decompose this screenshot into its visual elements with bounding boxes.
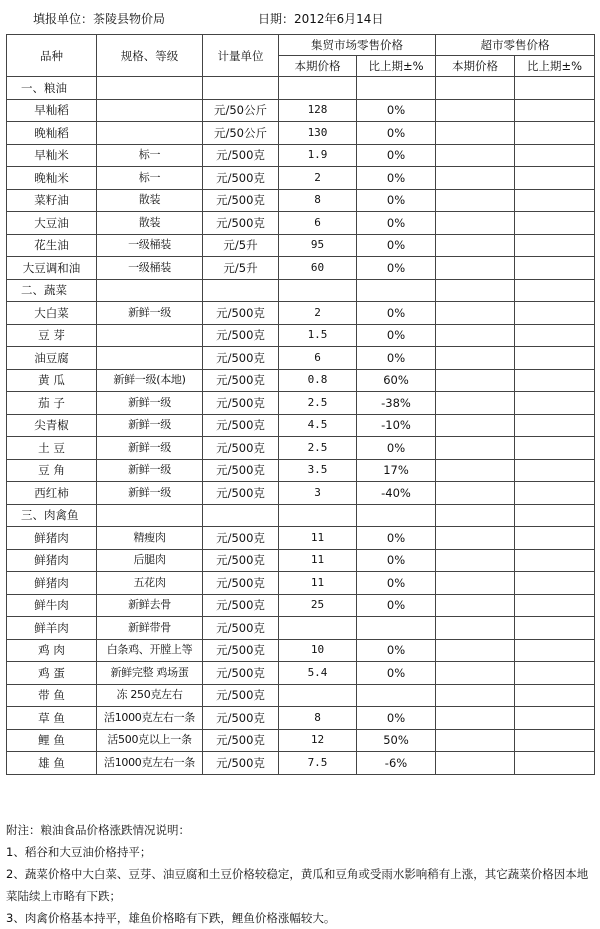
- unit-cell: 元/5升: [203, 234, 279, 257]
- supermarket-price-cell: [436, 639, 515, 662]
- market-price-cell: 8: [279, 707, 357, 730]
- market-change-cell: -40%: [357, 482, 436, 505]
- supermarket-price-cell: [436, 437, 515, 460]
- market-price-cell: 7.5: [279, 752, 357, 775]
- supermarket-change-cell: [515, 392, 595, 415]
- supermarket-price-cell: [436, 707, 515, 730]
- col-header-spec: 规格、等级: [97, 35, 203, 77]
- market-price-cell: [279, 617, 357, 640]
- supermarket-change-cell: [515, 707, 595, 730]
- notes-section: [6, 819, 594, 929]
- spec-cell: 新鲜一级: [97, 437, 203, 460]
- unit-cell: 元/5升: [203, 257, 279, 280]
- category-label: 二、蔬菜: [7, 279, 97, 302]
- unit-cell: 元/500克: [203, 662, 279, 685]
- market-price-cell: 1.5: [279, 324, 357, 347]
- supermarket-price-cell: [436, 684, 515, 707]
- spec-cell: 白条鸡、开膛上等: [97, 639, 203, 662]
- market-change-cell: [357, 617, 436, 640]
- supermarket-change-cell: [515, 684, 595, 707]
- market-change-cell: -10%: [357, 414, 436, 437]
- supermarket-price-cell: [436, 369, 515, 392]
- spec-cell: 活1000克左右一条: [97, 707, 203, 730]
- col-header-market-change: 比上期±%: [357, 56, 436, 77]
- unit-cell: 元/50公斤: [203, 99, 279, 122]
- spec-cell: 新鲜一级: [97, 302, 203, 325]
- variety-cell: 鲜牛肉: [7, 594, 97, 617]
- table-row: [7, 482, 595, 505]
- variety-cell: 豆 角: [7, 459, 97, 482]
- market-change-cell: 0%: [357, 662, 436, 685]
- market-change-cell: 0%: [357, 549, 436, 572]
- table-row: [7, 707, 595, 730]
- market-price-cell: 0.8: [279, 369, 357, 392]
- market-price-cell: 11: [279, 549, 357, 572]
- supermarket-price-cell: [436, 302, 515, 325]
- variety-cell: 鲜猪肉: [7, 549, 97, 572]
- spec-cell: 五花肉: [97, 572, 203, 595]
- empty-cell: [357, 279, 436, 302]
- table-row: [7, 167, 595, 190]
- spec-cell: 新鲜一级: [97, 414, 203, 437]
- supermarket-price-cell: [436, 662, 515, 685]
- variety-cell: 西红柿: [7, 482, 97, 505]
- variety-cell: 油豆腐: [7, 347, 97, 370]
- supermarket-change-cell: [515, 752, 595, 775]
- spec-cell: 新鲜一级: [97, 482, 203, 505]
- variety-cell: 鲤 鱼: [7, 729, 97, 752]
- empty-cell: [515, 279, 595, 302]
- table-row: [7, 684, 595, 707]
- market-change-cell: 0%: [357, 122, 436, 145]
- table-row: [7, 122, 595, 145]
- market-change-cell: 0%: [357, 167, 436, 190]
- market-price-cell: 5.4: [279, 662, 357, 685]
- supermarket-price-cell: [436, 729, 515, 752]
- market-price-cell: [279, 684, 357, 707]
- category-label: 一、粮油: [7, 77, 97, 100]
- unit-cell: 元/500克: [203, 684, 279, 707]
- category-label: 三、肉禽鱼: [7, 504, 97, 527]
- market-price-cell: 2: [279, 302, 357, 325]
- table-row: [7, 752, 595, 775]
- market-change-cell: 60%: [357, 369, 436, 392]
- market-price-cell: 1.9: [279, 144, 357, 167]
- market-change-cell: 0%: [357, 527, 436, 550]
- variety-cell: 鲜羊肉: [7, 617, 97, 640]
- unit-cell: 元/500克: [203, 572, 279, 595]
- supermarket-price-cell: [436, 189, 515, 212]
- spec-cell: 新鲜完整 鸡场蛋: [97, 662, 203, 685]
- unit-cell: 元/500克: [203, 414, 279, 437]
- unit-cell: 元/500克: [203, 167, 279, 190]
- market-price-cell: 12: [279, 729, 357, 752]
- supermarket-change-cell: [515, 144, 595, 167]
- market-change-cell: 0%: [357, 572, 436, 595]
- supermarket-price-cell: [436, 549, 515, 572]
- market-price-cell: 4.5: [279, 414, 357, 437]
- supermarket-price-cell: [436, 392, 515, 415]
- market-change-cell: -38%: [357, 392, 436, 415]
- market-price-cell: 3.5: [279, 459, 357, 482]
- empty-cell: [97, 279, 203, 302]
- variety-cell: 晚籼稻: [7, 122, 97, 145]
- spec-cell: 后腿肉: [97, 549, 203, 572]
- empty-cell: [203, 279, 279, 302]
- table-row: [7, 347, 595, 370]
- unit-cell: 元/500克: [203, 347, 279, 370]
- col-header-unit: 计量单位: [203, 35, 279, 77]
- market-change-cell: 0%: [357, 302, 436, 325]
- supermarket-change-cell: [515, 639, 595, 662]
- supermarket-change-cell: [515, 549, 595, 572]
- unit-cell: 元/500克: [203, 369, 279, 392]
- supermarket-price-cell: [436, 459, 515, 482]
- table-row: [7, 99, 595, 122]
- market-price-cell: 130: [279, 122, 357, 145]
- market-change-cell: 0%: [357, 189, 436, 212]
- spec-cell: 新鲜带骨: [97, 617, 203, 640]
- market-price-cell: 95: [279, 234, 357, 257]
- spec-cell: [97, 324, 203, 347]
- variety-cell: 豆 芽: [7, 324, 97, 347]
- spec-cell: 标一: [97, 167, 203, 190]
- empty-cell: [515, 504, 595, 527]
- supermarket-change-cell: [515, 482, 595, 505]
- spec-cell: 散装: [97, 189, 203, 212]
- spec-cell: 新鲜一级: [97, 392, 203, 415]
- market-change-cell: 0%: [357, 234, 436, 257]
- supermarket-change-cell: [515, 369, 595, 392]
- market-change-cell: 0%: [357, 144, 436, 167]
- market-change-cell: 0%: [357, 707, 436, 730]
- market-change-cell: 0%: [357, 437, 436, 460]
- spec-cell: 一级桶装: [97, 234, 203, 257]
- table-row: [7, 212, 595, 235]
- unit-cell: 元/500克: [203, 324, 279, 347]
- supermarket-price-cell: [436, 234, 515, 257]
- supermarket-price-cell: [436, 752, 515, 775]
- price-table: [6, 34, 595, 775]
- unit-cell: 元/500克: [203, 594, 279, 617]
- market-price-cell: 11: [279, 572, 357, 595]
- variety-cell: 带 鱼: [7, 684, 97, 707]
- empty-cell: [357, 77, 436, 100]
- market-price-cell: 6: [279, 212, 357, 235]
- spec-cell: [97, 99, 203, 122]
- supermarket-change-cell: [515, 662, 595, 685]
- market-price-cell: 2: [279, 167, 357, 190]
- report-date: 日期：2012年6月14日: [258, 12, 384, 26]
- supermarket-price-cell: [436, 572, 515, 595]
- market-price-cell: 6: [279, 347, 357, 370]
- supermarket-price-cell: [436, 617, 515, 640]
- table-row: [7, 572, 595, 595]
- market-change-cell: 0%: [357, 594, 436, 617]
- unit-cell: 元/500克: [203, 189, 279, 212]
- market-price-cell: 3: [279, 482, 357, 505]
- supermarket-price-cell: [436, 122, 515, 145]
- table-row: [7, 392, 595, 415]
- unit-cell: 元/500克: [203, 617, 279, 640]
- market-change-cell: 0%: [357, 212, 436, 235]
- reporting-unit: 填报单位：茶陵县物价局: [33, 12, 166, 26]
- variety-cell: 尖青椒: [7, 414, 97, 437]
- spec-cell: 新鲜一级: [97, 459, 203, 482]
- unit-cell: 元/500克: [203, 549, 279, 572]
- unit-cell: 元/500克: [203, 392, 279, 415]
- market-change-cell: [357, 684, 436, 707]
- note-item: 1、稻谷和大豆油价格持平；: [6, 845, 152, 859]
- empty-cell: [203, 504, 279, 527]
- supermarket-change-cell: [515, 617, 595, 640]
- market-change-cell: 0%: [357, 347, 436, 370]
- spec-cell: 新鲜一级(本地): [97, 369, 203, 392]
- market-price-cell: 2.5: [279, 437, 357, 460]
- empty-cell: [279, 279, 357, 302]
- empty-cell: [279, 77, 357, 100]
- market-price-cell: 60: [279, 257, 357, 280]
- supermarket-change-cell: [515, 594, 595, 617]
- empty-cell: [97, 77, 203, 100]
- unit-cell: 元/500克: [203, 144, 279, 167]
- spec-cell: 精瘦肉: [97, 527, 203, 550]
- empty-cell: [436, 77, 515, 100]
- col-header-market-price: 本期价格: [279, 56, 357, 77]
- variety-cell: 鸡 蛋: [7, 662, 97, 685]
- market-price-cell: 128: [279, 99, 357, 122]
- supermarket-price-cell: [436, 594, 515, 617]
- supermarket-price-cell: [436, 212, 515, 235]
- unit-cell: 元/500克: [203, 482, 279, 505]
- table-row: [7, 639, 595, 662]
- category-row: [7, 77, 595, 100]
- unit-cell: 元/500克: [203, 212, 279, 235]
- spec-cell: 一级桶装: [97, 257, 203, 280]
- supermarket-change-cell: [515, 527, 595, 550]
- market-change-cell: 17%: [357, 459, 436, 482]
- empty-cell: [515, 77, 595, 100]
- market-price-cell: 2.5: [279, 392, 357, 415]
- supermarket-price-cell: [436, 99, 515, 122]
- table-row: [7, 257, 595, 280]
- table-row: [7, 324, 595, 347]
- col-header-variety: 品种: [7, 35, 97, 77]
- col-header-super-price: 本期价格: [436, 56, 515, 77]
- unit-cell: 元/50公斤: [203, 122, 279, 145]
- table-body: [7, 77, 595, 775]
- variety-cell: 花生油: [7, 234, 97, 257]
- supermarket-price-cell: [436, 167, 515, 190]
- table-row: [7, 144, 595, 167]
- supermarket-change-cell: [515, 212, 595, 235]
- market-change-cell: 0%: [357, 257, 436, 280]
- variety-cell: 鲜猪肉: [7, 527, 97, 550]
- empty-cell: [279, 504, 357, 527]
- variety-cell: 大豆调和油: [7, 257, 97, 280]
- col-group-supermarket: 超市零售价格: [436, 35, 595, 56]
- spec-cell: 散装: [97, 212, 203, 235]
- empty-cell: [436, 504, 515, 527]
- market-price-cell: 10: [279, 639, 357, 662]
- unit-cell: 元/500克: [203, 707, 279, 730]
- unit-cell: 元/500克: [203, 752, 279, 775]
- variety-cell: 大豆油: [7, 212, 97, 235]
- supermarket-change-cell: [515, 437, 595, 460]
- variety-cell: 鸡 肉: [7, 639, 97, 662]
- variety-cell: 大白菜: [7, 302, 97, 325]
- table-row: [7, 302, 595, 325]
- supermarket-price-cell: [436, 144, 515, 167]
- market-change-cell: 50%: [357, 729, 436, 752]
- supermarket-change-cell: [515, 324, 595, 347]
- supermarket-change-cell: [515, 414, 595, 437]
- market-price-cell: 8: [279, 189, 357, 212]
- unit-cell: 元/500克: [203, 302, 279, 325]
- supermarket-price-cell: [436, 324, 515, 347]
- supermarket-price-cell: [436, 257, 515, 280]
- empty-cell: [97, 504, 203, 527]
- market-price-cell: 11: [279, 527, 357, 550]
- unit-cell: 元/500克: [203, 459, 279, 482]
- note-item: 3、肉禽价格基本持平，雄鱼价格略有下跌，鲤鱼价格涨幅较大。: [6, 911, 336, 925]
- empty-cell: [436, 279, 515, 302]
- supermarket-price-cell: [436, 347, 515, 370]
- spec-cell: 新鲜去骨: [97, 594, 203, 617]
- table-row: [7, 662, 595, 685]
- supermarket-change-cell: [515, 99, 595, 122]
- spec-cell: [97, 122, 203, 145]
- spec-cell: 冻 250克左右: [97, 684, 203, 707]
- supermarket-change-cell: [515, 167, 595, 190]
- unit-cell: 元/500克: [203, 639, 279, 662]
- market-price-cell: 25: [279, 594, 357, 617]
- unit-cell: 元/500克: [203, 527, 279, 550]
- table-row: [7, 414, 595, 437]
- variety-cell: 早籼米: [7, 144, 97, 167]
- unit-cell: 元/500克: [203, 437, 279, 460]
- table-row: [7, 369, 595, 392]
- supermarket-price-cell: [436, 527, 515, 550]
- supermarket-change-cell: [515, 234, 595, 257]
- supermarket-change-cell: [515, 572, 595, 595]
- col-header-super-change: 比上期±%: [515, 56, 595, 77]
- variety-cell: 草 鱼: [7, 707, 97, 730]
- category-row: [7, 504, 595, 527]
- supermarket-change-cell: [515, 302, 595, 325]
- empty-cell: [357, 504, 436, 527]
- note-item: 2、蔬菜价格中大白菜、豆芽、油豆腐和土豆价格较稳定，黄瓜和豆角或受雨水影响稍有上涨，其它蔬菜价格因本地菜陆续上市略有下跌；: [6, 867, 589, 903]
- table-row: [7, 234, 595, 257]
- notes-title: 附注：粮油食品价格涨跌情况说明：: [6, 823, 190, 837]
- supermarket-price-cell: [436, 414, 515, 437]
- market-change-cell: 0%: [357, 99, 436, 122]
- supermarket-change-cell: [515, 729, 595, 752]
- supermarket-change-cell: [515, 122, 595, 145]
- table-row: [7, 527, 595, 550]
- variety-cell: 土 豆: [7, 437, 97, 460]
- table-row: [7, 549, 595, 572]
- market-change-cell: 0%: [357, 324, 436, 347]
- variety-cell: 黄 瓜: [7, 369, 97, 392]
- supermarket-change-cell: [515, 257, 595, 280]
- category-row: [7, 279, 595, 302]
- spec-cell: [97, 347, 203, 370]
- spec-cell: 活1000克左右一条: [97, 752, 203, 775]
- spec-cell: 标一: [97, 144, 203, 167]
- market-change-cell: 0%: [357, 639, 436, 662]
- market-change-cell: -6%: [357, 752, 436, 775]
- table-row: [7, 437, 595, 460]
- variety-cell: 雄 鱼: [7, 752, 97, 775]
- table-row: [7, 617, 595, 640]
- unit-cell: 元/500克: [203, 729, 279, 752]
- supermarket-change-cell: [515, 347, 595, 370]
- table-row: [7, 594, 595, 617]
- table-row: [7, 729, 595, 752]
- variety-cell: 茄 子: [7, 392, 97, 415]
- variety-cell: 早籼稻: [7, 99, 97, 122]
- variety-cell: 鲜猪肉: [7, 572, 97, 595]
- table-header: [7, 35, 595, 77]
- table-row: [7, 459, 595, 482]
- supermarket-price-cell: [436, 482, 515, 505]
- report-header: [0, 10, 600, 30]
- variety-cell: 晚籼米: [7, 167, 97, 190]
- col-group-market: 集贸市场零售价格: [279, 35, 436, 56]
- supermarket-change-cell: [515, 189, 595, 212]
- variety-cell: 菜籽油: [7, 189, 97, 212]
- table-row: [7, 189, 595, 212]
- supermarket-change-cell: [515, 459, 595, 482]
- empty-cell: [203, 77, 279, 100]
- spec-cell: 活500克以上一条: [97, 729, 203, 752]
